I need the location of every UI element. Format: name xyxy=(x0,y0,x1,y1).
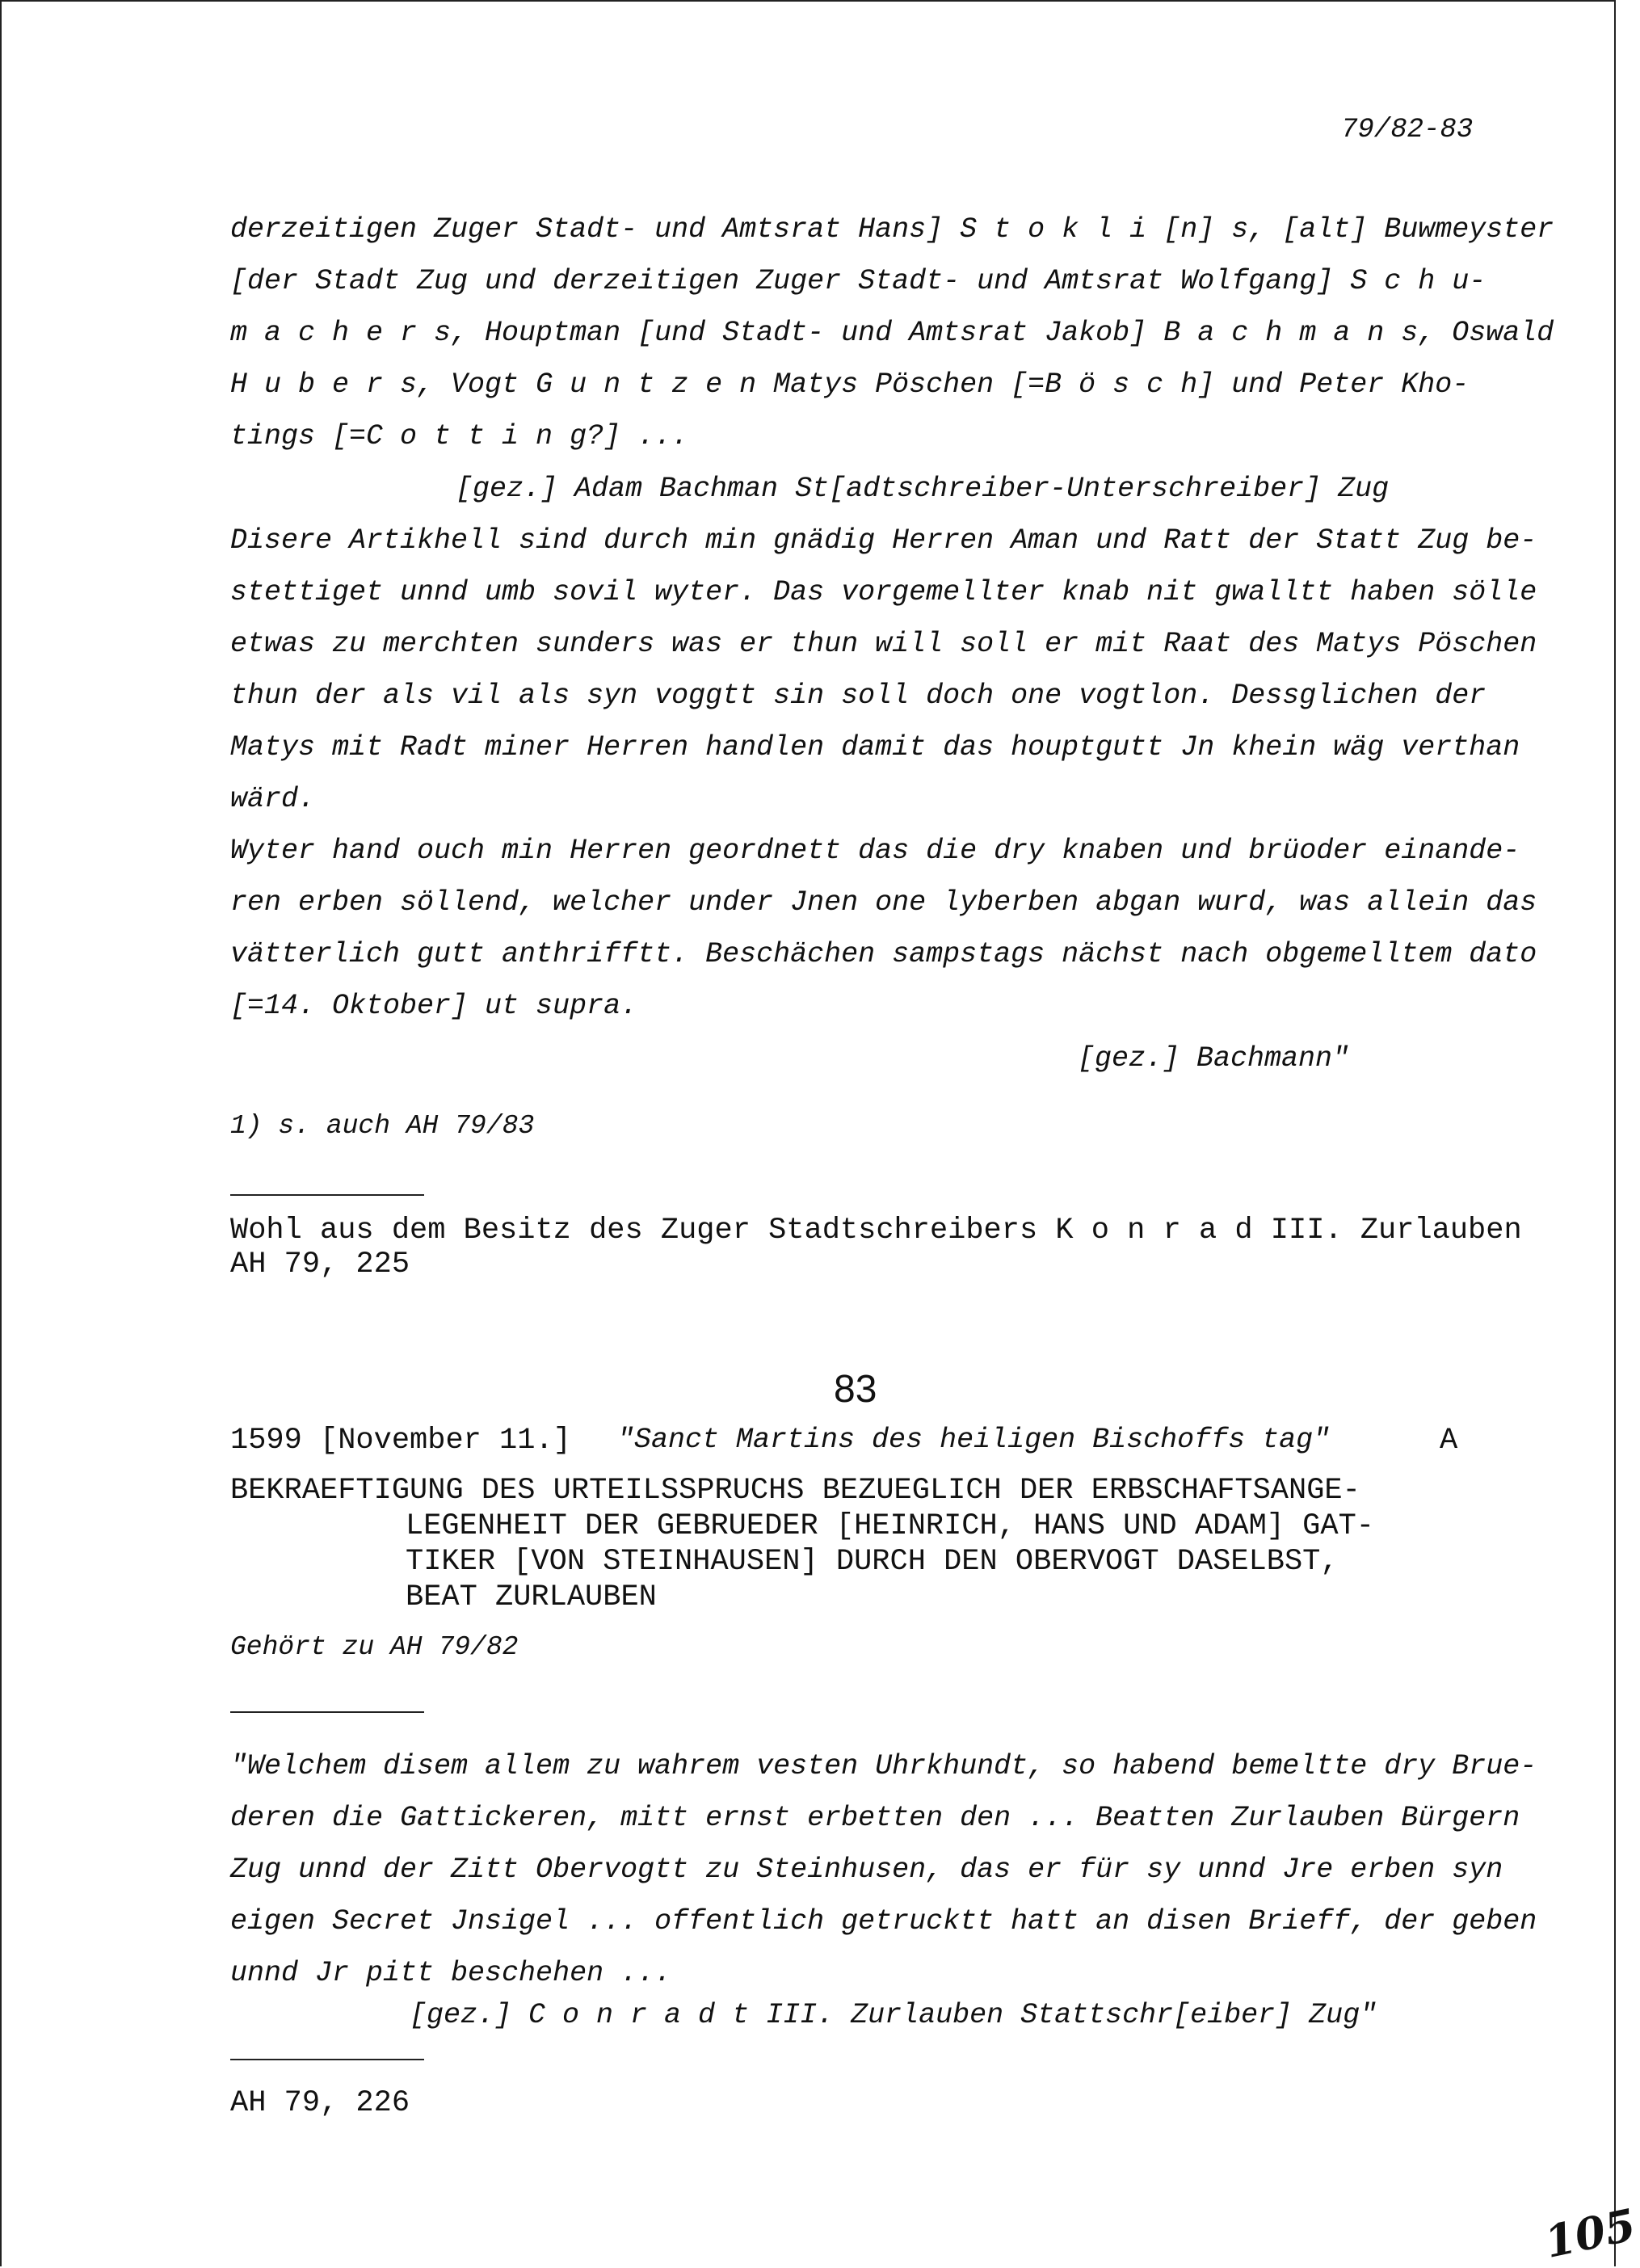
footnote: 1) s. auch AH 79/83 xyxy=(230,1111,535,1141)
archive-reference: AH 79, 226 xyxy=(230,2086,410,2120)
text-line: Wyter hand ouch min Herren geordnett das die dry knaben und brüoder einande- xyxy=(230,835,1520,867)
signature-bachmann: [gez.] Bachmann" xyxy=(1078,1042,1350,1075)
handwritten-folio-mark: 105 xyxy=(1540,2198,1640,2268)
text-line: wärd. xyxy=(230,783,316,815)
quote-line: "Welchem disem allem zu wahrem vesten Uhrkhundt, so habend bemeltte dry Brue- xyxy=(230,1750,1537,1782)
page-reference: 79/82-83 xyxy=(1341,115,1474,145)
entry-date-quote: "Sanct Martins des heiligen Bischoffs tag" xyxy=(617,1424,1331,1456)
text-line: Matys mit Radt miner Herren handlen damit das houptgutt Jn khein wäg verthan xyxy=(230,731,1520,764)
entry-title-line: BEKRAEFTIGUNG DES URTEILSSPRUCHS BEZUEGLICH DER ERBSCHAFTSANGE- xyxy=(230,1474,1360,1508)
signature-conradt-zurlauben: [gez.] C o n r a d t III. Zurlauben Stattschr[eiber] Zug" xyxy=(410,1999,1377,2031)
quote-line: deren die Gattickeren, mitt ernst erbetten den ... Beatten Zurlauben Bürgern xyxy=(230,1802,1520,1834)
belongs-to-note: Gehört zu AH 79/82 xyxy=(230,1632,519,1662)
entry-title-line: BEAT ZURLAUBEN xyxy=(406,1580,657,1614)
divider xyxy=(230,1194,424,1196)
text-line: ren erben söllend, welcher under Jnen one lyberben abgan wurd, was allein das xyxy=(230,886,1537,919)
text-line: derzeitigen Zuger Stadt- und Amtsrat Hans] S t o k l i [n] s, [alt] Buwmeyster xyxy=(230,213,1554,246)
quote-line: unnd Jr pitt beschehen ... xyxy=(230,1957,672,1989)
text-line: stettiget unnd umb sovil wyter. Das vorgemellter knab nit gwalltt haben sölle xyxy=(230,576,1537,608)
divider xyxy=(230,2059,424,2060)
text-line: vätterlich gutt anthrifftt. Beschächen sampstags nächst nach obgemelltem dato xyxy=(230,938,1537,970)
divider xyxy=(230,1711,424,1713)
entry-number: 83 xyxy=(834,1368,877,1411)
entry-title-line: LEGENHEIT DER GEBRUEDER [HEINRICH, HANS UND ADAM] GAT- xyxy=(406,1509,1374,1543)
text-line: m a c h e r s, Houptman [und Stadt- und Amtsrat Jakob] B a c h m a n s, Oswald xyxy=(230,317,1554,349)
provenance-note: Wohl aus dem Besitz des Zuger Stadtschreibers K o n r a d III. Zurlauben xyxy=(230,1214,1522,1248)
entry-type: A xyxy=(1440,1424,1458,1458)
text-line: [=14. Oktober] ut supra. xyxy=(230,990,638,1022)
entry-date: 1599 [November 11.] xyxy=(230,1424,571,1458)
text-line: tings [=C o t t i n g?] ... xyxy=(230,420,689,452)
text-line: etwas zu merchten sunders was er thun will soll er mit Raat des Matys Pöschen xyxy=(230,628,1537,660)
text-line: [der Stadt Zug und derzeitigen Zuger Stadt- und Amtsrat Wolfgang] S c h u- xyxy=(230,265,1487,297)
text-line: H u b e r s, Vogt G u n t z e n Matys Pöschen [=B ö s c h] und Peter Kho- xyxy=(230,368,1470,401)
text-line: Disere Artikhell sind durch min gnädig Herren Aman und Ratt der Statt Zug be- xyxy=(230,524,1537,557)
entry-title-line: TIKER [VON STEINHAUSEN] DURCH DEN OBERVOGT DASELBST, xyxy=(406,1545,1339,1579)
signature-adam-bachman: [gez.] Adam Bachman St[adtschreiber-Unterschreiber] Zug xyxy=(456,473,1390,505)
archive-reference: AH 79, 225 xyxy=(230,1248,410,1281)
text-line: thun der als vil als syn voggtt sin soll doch one vogtlon. Dessglichen der xyxy=(230,680,1487,712)
quote-line: eigen Secret Jnsigel ... offentlich getrucktt hatt an disen Brieff, der geben xyxy=(230,1905,1537,1938)
quote-line: Zug unnd der Zitt Obervogtt zu Steinhusen, das er für sy unnd Jre erben syn xyxy=(230,1854,1503,1886)
